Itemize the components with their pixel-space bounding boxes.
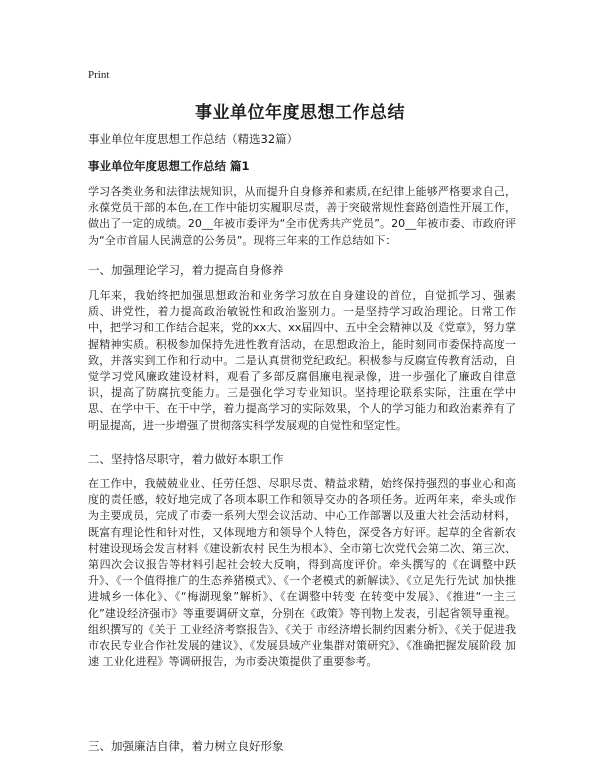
section-body-1: 几年来，我始终把加强思想政治和业务学习放在自身建设的首位，自觉抓学习、强素质、讲党性，着力提高政治敏锐性和政治鉴别力。一是坚持学习政治理论。日常工作中，把学习和工作结合起来，党的xx大、xx届四中、五中全会精神以及《党章》，努力掌握精神实质。积极参加保持先进性教育活动，在思想政治上，能时刻同市委保持高度一致，并落实到工作和行动中。二是认真贯彻党纪政纪。积极参与反腐宣传教育活动，自觉学习党风廉政建设材料，观看了多部反腐倡廉电视录像，进一步强化了廉政自律意识，提高了防腐抗变能力。三是强化学习专业知识。坚持理论联系实际，注重在学中思、在学中干、在干中学，着力提高学习的实际效果，个人的学习能力和政治素养有了明显提高，进一步增强了贯彻落实科学发展观的自觉性和坚定性。 [88, 289, 516, 432]
document-subtitle: 事业单位年度思想工作总结（精选32篇） [88, 132, 299, 146]
section-heading-3: 三、加强廉洁自律，着力树立良好形象 [88, 739, 284, 753]
document-title: 事业单位年度思想工作总结 [195, 103, 405, 123]
print-link[interactable]: Print [88, 69, 110, 81]
section-body-2: 在工作中，我兢兢业业、任劳任怨、尽职尽责、精益求精，始终保持强烈的事业心和高度的责任感，较好地完成了各项本职工作和领导交办的各项任务。近两年来，牵头或作为主要成员，完成了市委一系列大型会议活动、中心工作部署以及重大社会活动材料，既富有理论性和针对性，又体现地方和领导个人特色，深受各方好评。起草的全省新农村建设现场会发言材料《建设新农村 民生为根本》、全市第七次党代会第二次、第三次、第四次会议报告等材料引起社会较大反响，得到高度评价。牵头撰写的《在调整中跃升》、《一个值得推广的生态养猪模式》、《一个老模式的新解读》、《立足先行先试 加快推进城乡一体化》、《“梅湖现象”解析》、《在调整中转变 在转变中发展》、《推进“一主三化”建设经济强市》等重要调研文章，分别在《政策》等刊物上发表，引起省领导重视。组织撰写的《关于 工业经济考察报告》、《关于 市经济增长制约因素分析》、《关于促进我市农民专业合作社发展的建议》、《发展县域产业集群对策研究》、《准确把握发展阶段 加速 工业化进程》等调研报告，为市委决策提供了重要参考。 [88, 477, 516, 669]
section-heading-2: 二、坚持恪尽职守，着力做好本职工作 [88, 452, 284, 466]
intro-paragraph: 学习各类业务和法律法规知识，从而提升自身修养和素质,在纪律上能够严格要求自己，永葆党员干部的本色,在工作中能切实履职尽责，善于突破常规性套路创造性开展工作，做出了一定的成绩。20__年被市委评为“全市优秀共产党员”。20__年被市委、市政府评为“全市首届人民满意的公务员”。现将三年来的工作总结如下： [88, 185, 516, 247]
article-heading: 事业单位年度思想工作总结 篇1 [88, 159, 250, 173]
section-heading-1: 一、加强理论学习，着力提高自身修养 [88, 263, 284, 277]
